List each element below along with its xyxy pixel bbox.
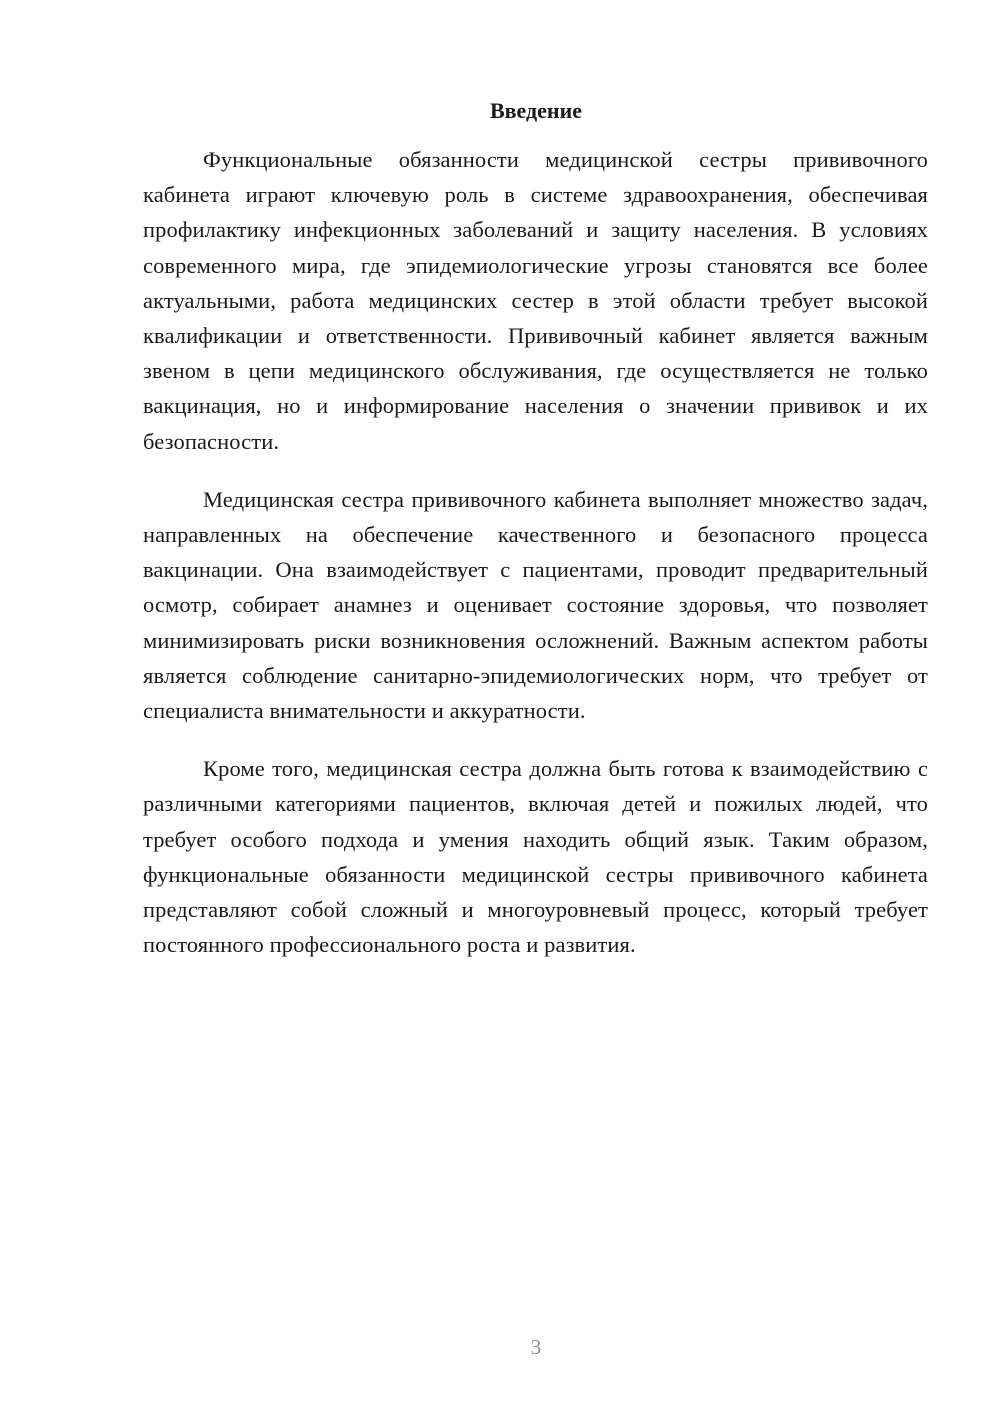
section-heading: Введение [489,98,583,123]
paragraph-1: Функциональные обязанности медицинской сестры прививочного кабинета играют ключевую роль в системе здравоохранения, обеспечивая профилактику инфекционных заболеваний и защиту населения. В условиях современного мира, где эпидемиологические угрозы становятся все более актуальными, работа медицинских сестер в этой области требует высокой квалификации и ответственности. Прививочный кабинет является важным звеном в цепи медицинского обслуживания, где осуществляется не только вакцинация, но и информирование населения о значении прививок и их безопасности. [143,147,928,454]
paragraph-2: Медицинская сестра прививочного кабинета выполняет множество задач, направленных на обеспечение качественного и безопасного процесса вакцинации. Она взаимодействует с пациентами, проводит предварительный осмотр, собирает анамнез и оценивает состояние здоровья, что позволяет минимизировать риски возникновения осложнений. Важным аспектом работы является соблюдение санитарно-эпидемиологических норм, что требует от специалиста внимательности и аккуратности. [143,486,928,724]
page-number: 3 [530,1335,542,1359]
body-text [143,142,928,985]
paragraph-3: Кроме того, медицинская сестра должна быть готова к взаимодействию с различными категориями пациентов, включая детей и пожилых людей, что требует особого подхода и умения находить общий язык. Таким образом, функциональные обязанности медицинской сестры прививочного кабинета представляют собой сложный и многоуровневый процесс, который требует постоянного профессионального роста и развития. [143,756,928,958]
